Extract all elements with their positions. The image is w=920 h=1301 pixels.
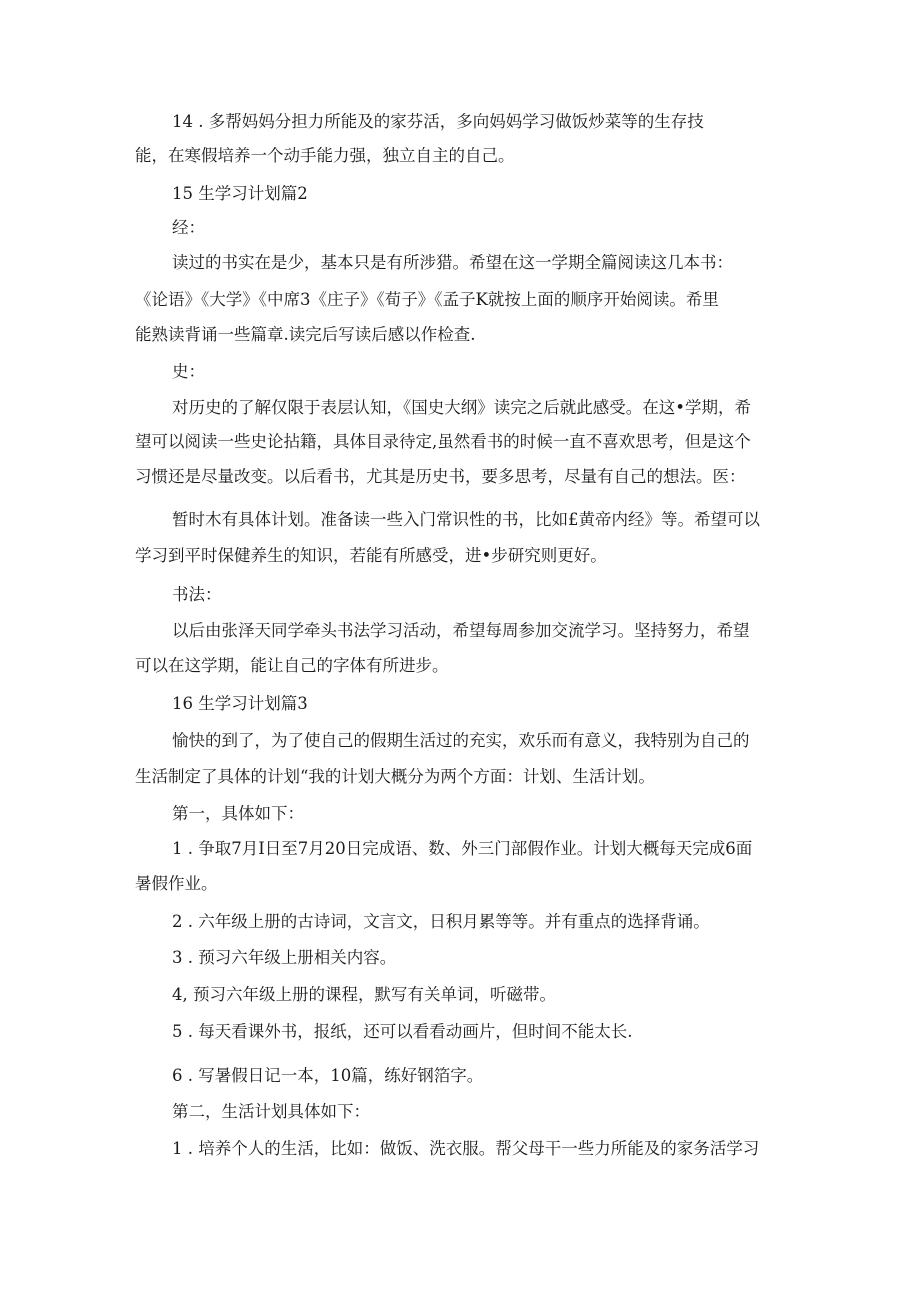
text-line: 暂时木有具体计划。准备读一些入门常识性的书，比如£黄帝内经》等。希望可以 (172, 510, 760, 529)
list-item: 3 . 预习六年级上册相关内容。 (172, 948, 397, 967)
subheading: 史： (172, 362, 205, 381)
list-item: 5 . 每天看课外书，报纸，还可以看看动画片，但时间不能太长. (172, 1022, 633, 1041)
text-line: 对历史的了解仅限于表层认知，《国史大纲》读完之后就此感受。在这•学期，希 (172, 398, 751, 417)
list-item: 4, 预习六年级上册的课程，默写有关单词，听磁带。 (172, 985, 556, 1004)
text-line: 生活制定了具体的计划“我的计划大概分为两个方面：计划、生活计划。 (135, 767, 655, 786)
list-item: 1 . 争取7月I日至7月20日完成语、数、外三门部假作业。计划大概每天完成6面 (172, 839, 753, 858)
list-item: 1 . 培养个人的生活，比如：做饭、洗衣服。帮父母干一些力所能及的家务活学习 (172, 1139, 760, 1158)
subheading: 第二，生活计划具体如下： (172, 1102, 370, 1121)
list-item: 6 . 写暑假日记一本，10篇，练好钢箔字。 (172, 1066, 484, 1085)
text-line: 学习到平时保健养生的知识，若能有所感受，进•步研究则更好。 (135, 546, 607, 565)
subheading: 经： (172, 218, 205, 237)
list-item: 2 . 六年级上册的古诗词，文言文，日积月累等等。并有重点的选择背诵。 (172, 912, 710, 931)
text-line: 读过的书实在是少，基本只是有所涉猎。希望在这一学期全篇阅读这几本书： (172, 253, 733, 272)
text-line: 以后由张泽天同学牵头书法学习活动，希望每周参加交流学习。坚持努力，希望 (172, 621, 750, 640)
subheading: 第一，具体如下： (172, 804, 304, 823)
text-line: 《论语》《大学》《中席3《庄子》《荀子》《孟子K就按上面的顺序开始阅读。希里 (135, 290, 719, 309)
text-line: 14 . 多帮妈妈分担力所能及的家芬活，多向妈妈学习做饭炒菜等的生存技 (172, 112, 704, 131)
text-line: 暑假作业。 (135, 874, 218, 893)
text-line: 愉快的到了，为了使自己的假期生活过的充实，欢乐而有意义，我特别为自己的 (172, 731, 750, 750)
section-heading: 16 生学习计划篇3 (172, 694, 308, 713)
text-line: 能，在寒假培养一个动手能力强，独立自主的自己。 (135, 146, 515, 165)
text-line: 望可以阅读一些史论拈籍，具体目录待定,虽然看书的时候一直不喜欢思考，但是这个 (135, 432, 751, 451)
text-line: 可以在这学期，能让自己的字体有所进步。 (135, 656, 449, 675)
text-line: 习惯还是尽量改变。以后看书，尤其是历史书，要多思考，尽量有自己的想法。医： (135, 467, 746, 486)
subheading: 书法： (172, 585, 222, 604)
text-line: 能熟读背诵一些篇章.读完后写读后感以作检查. (135, 325, 476, 344)
section-heading: 15 生学习计划篇2 (172, 184, 308, 203)
